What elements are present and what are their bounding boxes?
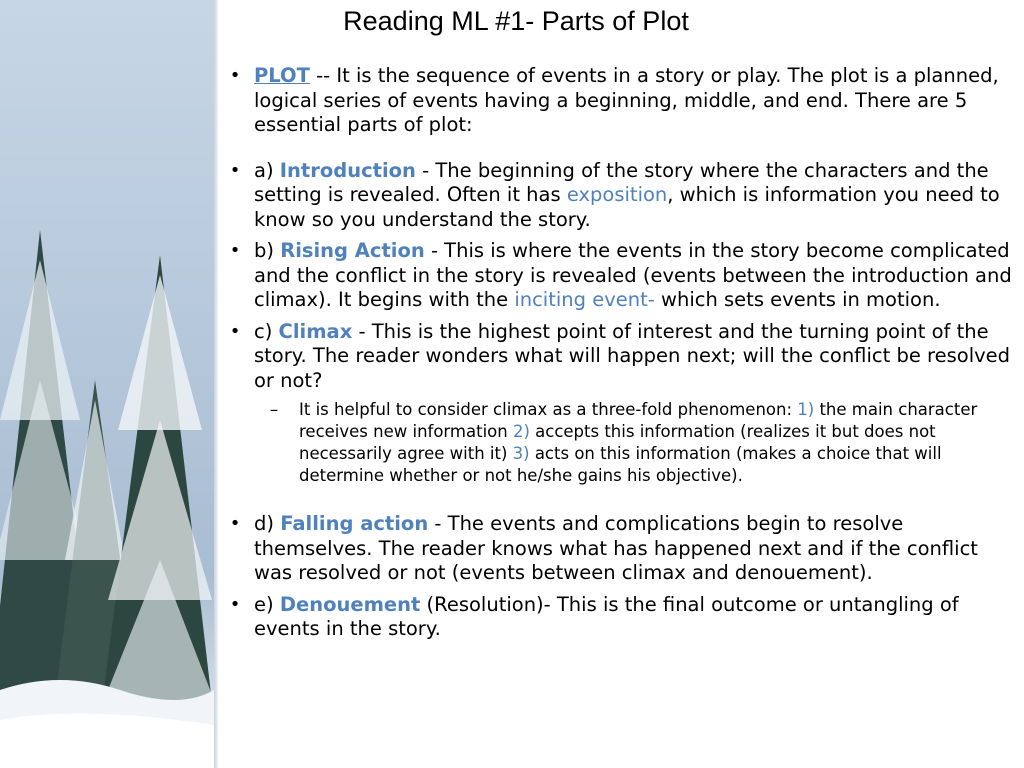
item-text: - The beginning of the story where the characters and the setting is revealed. Often it has (254, 158, 989, 206)
slide-content (216, 64, 1016, 642)
sub-text: the main character receives new information (299, 400, 978, 441)
bullet-denouement (216, 593, 1016, 642)
bullet-marker: • (229, 65, 241, 86)
step-number-1: 1) (797, 400, 815, 419)
bullet-marker: • (229, 513, 241, 534)
sub-text: It is helpful to consider climax as a three-fold phenomenon: (299, 400, 798, 419)
step-number-2: 2) (512, 422, 530, 441)
item-text: -- It is the sequence of events in a story or play. The plot is a planned, logical series of events having a beginning, middle, and end. There are 5 essential parts of plot: (254, 64, 999, 136)
term-exposition: exposition (566, 183, 668, 206)
item-text: - The events and complications begin to resolve themselves. The reader knows what has happened next and if the conflict was resolved or not (events between climax and denouement). (254, 512, 978, 584)
term-falling-action: Falling action (280, 512, 429, 535)
item-text: , which is information you need to know so you understand the story. (254, 183, 1000, 231)
term-denouement: Denouement (279, 592, 421, 616)
item-text: (Resolution)- This is the final outcome or untangling of events in the story. (254, 592, 959, 640)
item-text: which sets events in motion. (654, 288, 941, 311)
sub-text: acts on this information (makes a choice that will determine whether or not he/she gains his objective). (299, 444, 942, 485)
bullet-introduction (216, 159, 1016, 233)
dash-marker: – (269, 400, 279, 419)
item-prefix: b) (254, 239, 281, 262)
term-inciting-event: inciting event- (514, 288, 655, 311)
term-introduction: Introduction (279, 158, 416, 182)
item-prefix: d) (254, 512, 281, 535)
plot-link[interactable]: PLOT (254, 64, 310, 87)
item-text: - This is the highest point of interest and the turning point of the story. The reader wonders what will happen next; will the conflict be resolved or not? (254, 319, 1011, 392)
item-prefix: c) (254, 319, 279, 343)
winter-trees-image (0, 0, 214, 768)
bullet-marker: • (229, 320, 241, 342)
term-rising-action: Rising Action (280, 239, 425, 262)
bullet-rising-action (216, 239, 1016, 313)
item-prefix: e) (254, 592, 280, 616)
sub-text: accepts this information (realizes it but does not necessarily agree with it) (299, 422, 936, 463)
term-climax: Climax (278, 319, 353, 343)
bullet-marker: • (229, 240, 241, 261)
bullet-falling-action (216, 512, 1016, 586)
bullet-marker: • (229, 593, 241, 615)
climax-subpoint (269, 399, 1016, 487)
item-prefix: a) (254, 158, 280, 182)
page-title: Reading ML #1- Parts of Plot (343, 6, 689, 36)
bullet-marker: • (229, 159, 241, 181)
snowy-forest-illustration (0, 0, 214, 768)
step-number-3: 3) (512, 444, 530, 463)
item-text: - This is where the events in the story become complicated and the conflict in the story is revealed (events between the introduction and climax). It begins with the (254, 239, 1012, 311)
bullet-plot (216, 64, 1016, 138)
bullet-climax (216, 320, 1016, 394)
